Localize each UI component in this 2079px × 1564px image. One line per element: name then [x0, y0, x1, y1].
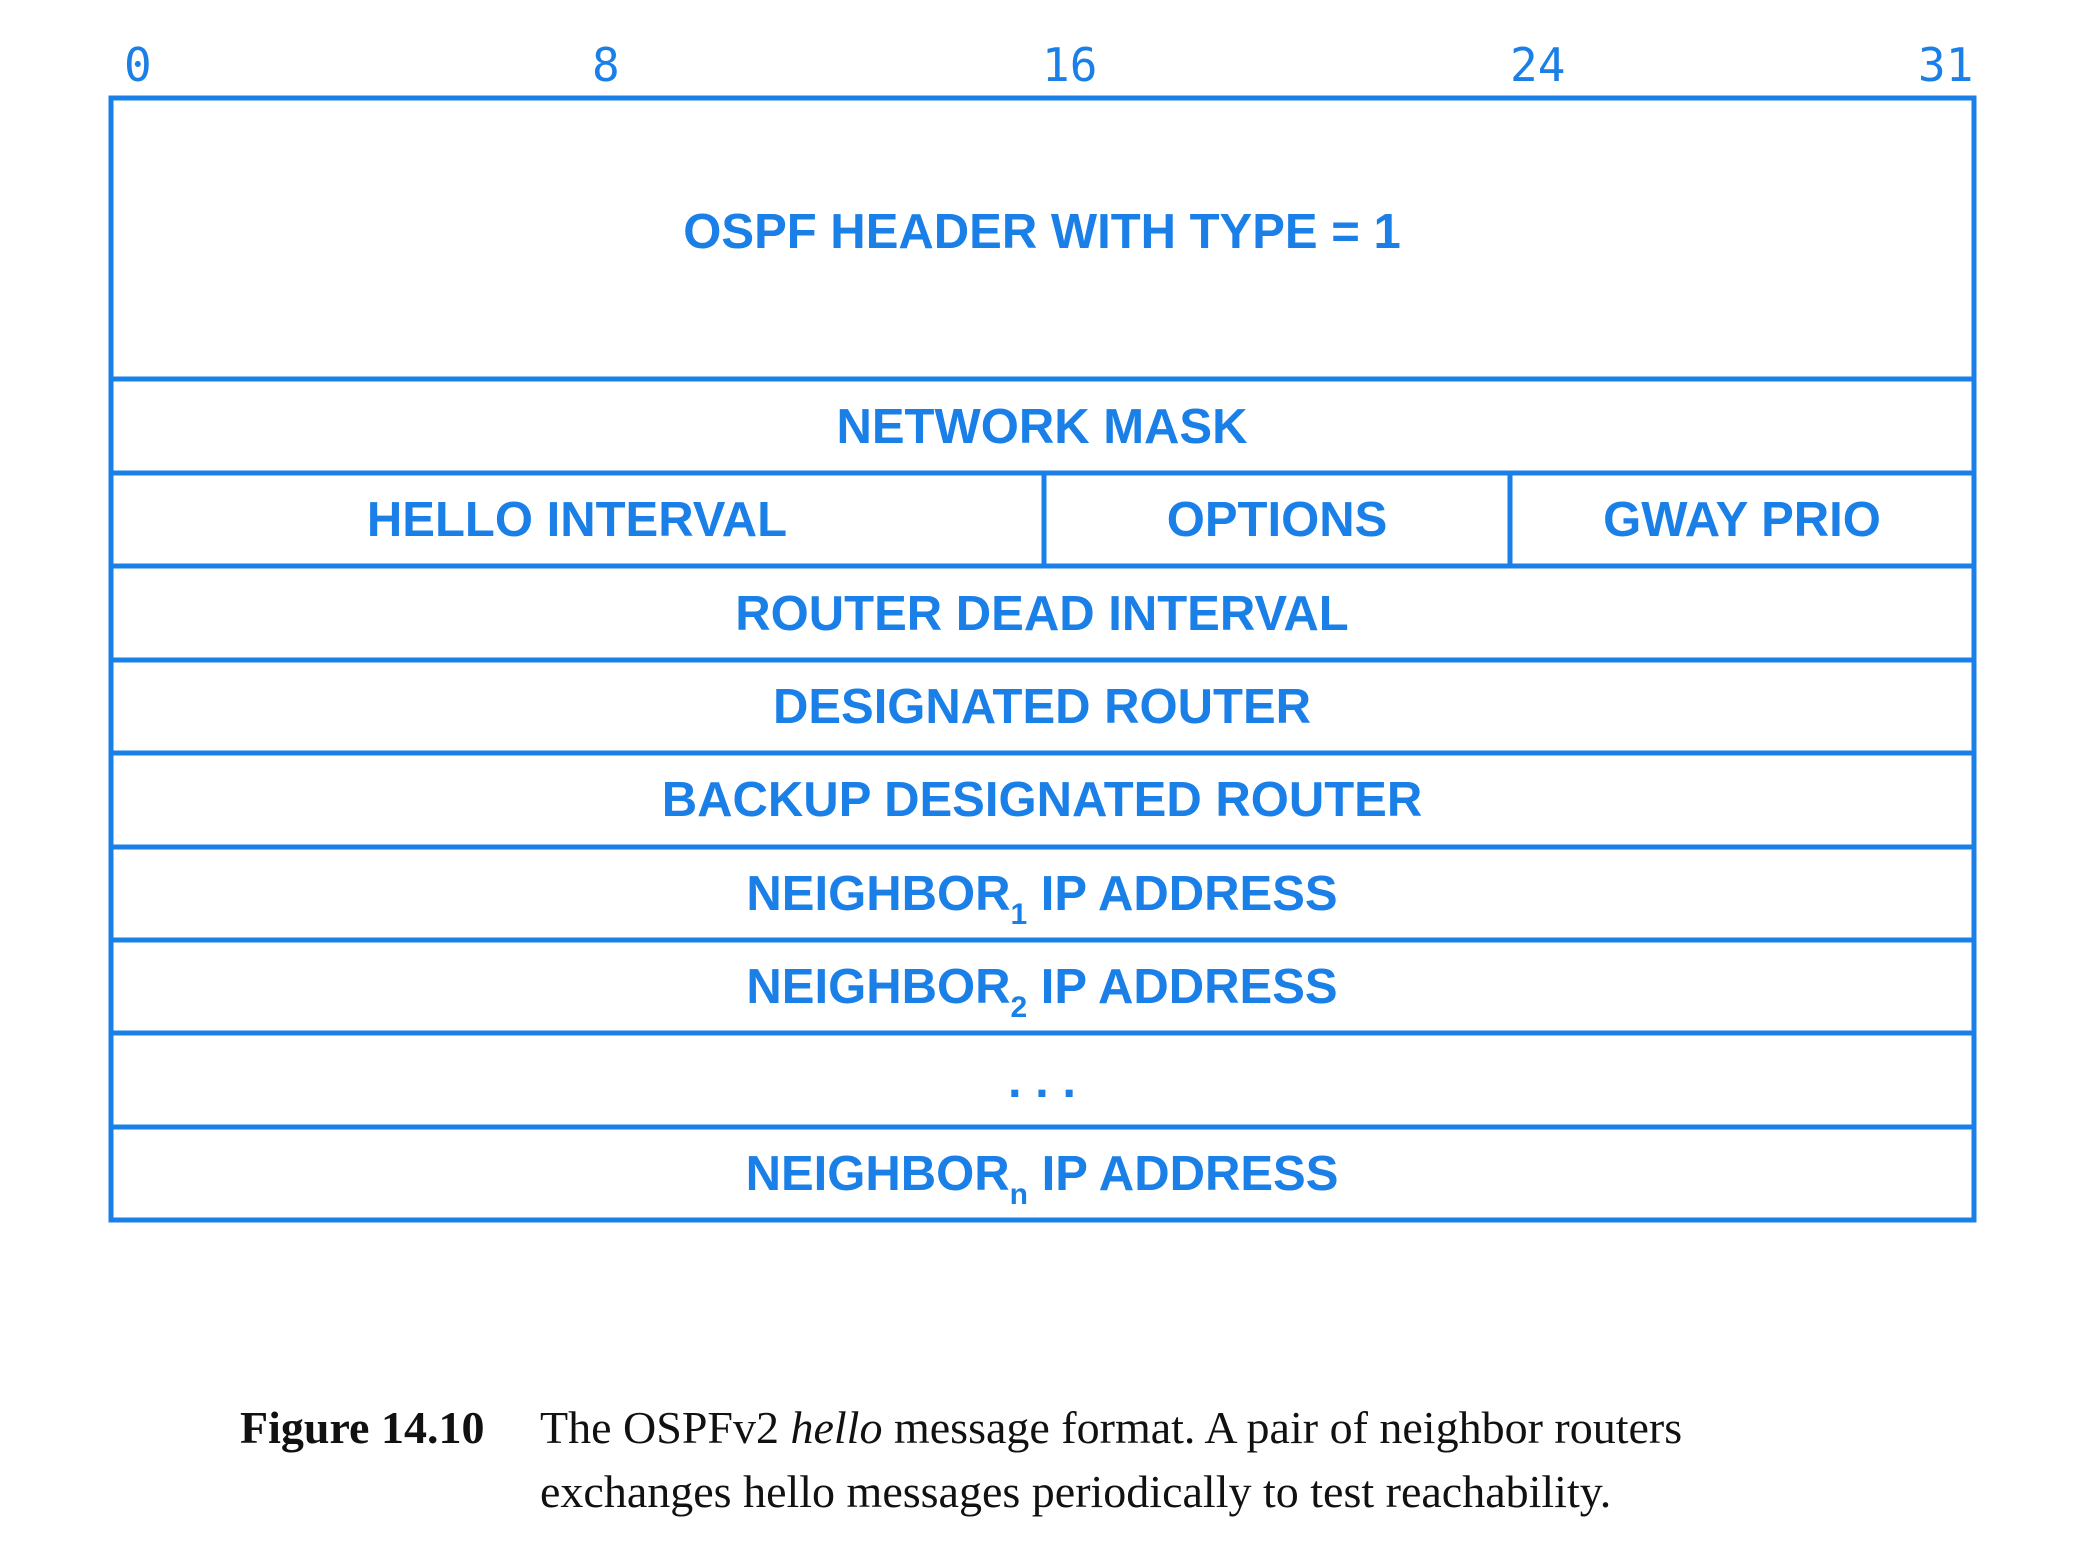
ellipsis-label: . . .	[1007, 1054, 1077, 1108]
bit-label-31: 31	[1918, 38, 1974, 92]
network-mask-label: NETWORK MASK	[836, 400, 1248, 454]
ospf-header-label: OSPF HEADER WITH TYPE = 1	[683, 205, 1401, 259]
bit-label-0: 0	[124, 38, 152, 92]
bit-label-8: 8	[592, 38, 620, 92]
backup-designated-router-label: BACKUP DESIGNATED ROUTER	[661, 773, 1423, 827]
neighbor-n-label: $NEIGHBOR_n$ IP ADDRESS	[745, 1147, 1339, 1211]
designated-router-label: DESIGNATED ROUTER	[772, 680, 1312, 734]
caption-text-end: message format. A pair of neighbor routers exchanges hello messages periodically to test reachability.	[540, 1402, 1683, 1517]
neighbor-2-label: $NEIGHBOR_2$ IP ADDRESS	[746, 960, 1338, 1024]
caption-text-start: The OSPFv2	[540, 1402, 791, 1453]
figure-caption-text	[540, 1396, 1880, 1524]
caption-italic-word: hello	[790, 1402, 883, 1453]
bit-label-24: 24	[1510, 38, 1566, 92]
neighbor-1-label: $NEIGHBOR_1$ IP ADDRESS	[746, 867, 1338, 931]
router-dead-interval-label: ROUTER DEAD INTERVAL	[735, 587, 1349, 641]
options-label: OPTIONS	[1166, 493, 1388, 547]
figure-caption	[240, 1396, 1880, 1524]
bit-label-16: 16	[1042, 38, 1098, 92]
gway-prio-label: GWAY PRIO	[1603, 493, 1881, 547]
figure-caption-label: Figure 14.10	[240, 1402, 485, 1453]
hello-interval-label: HELLO INTERVAL	[366, 493, 788, 547]
